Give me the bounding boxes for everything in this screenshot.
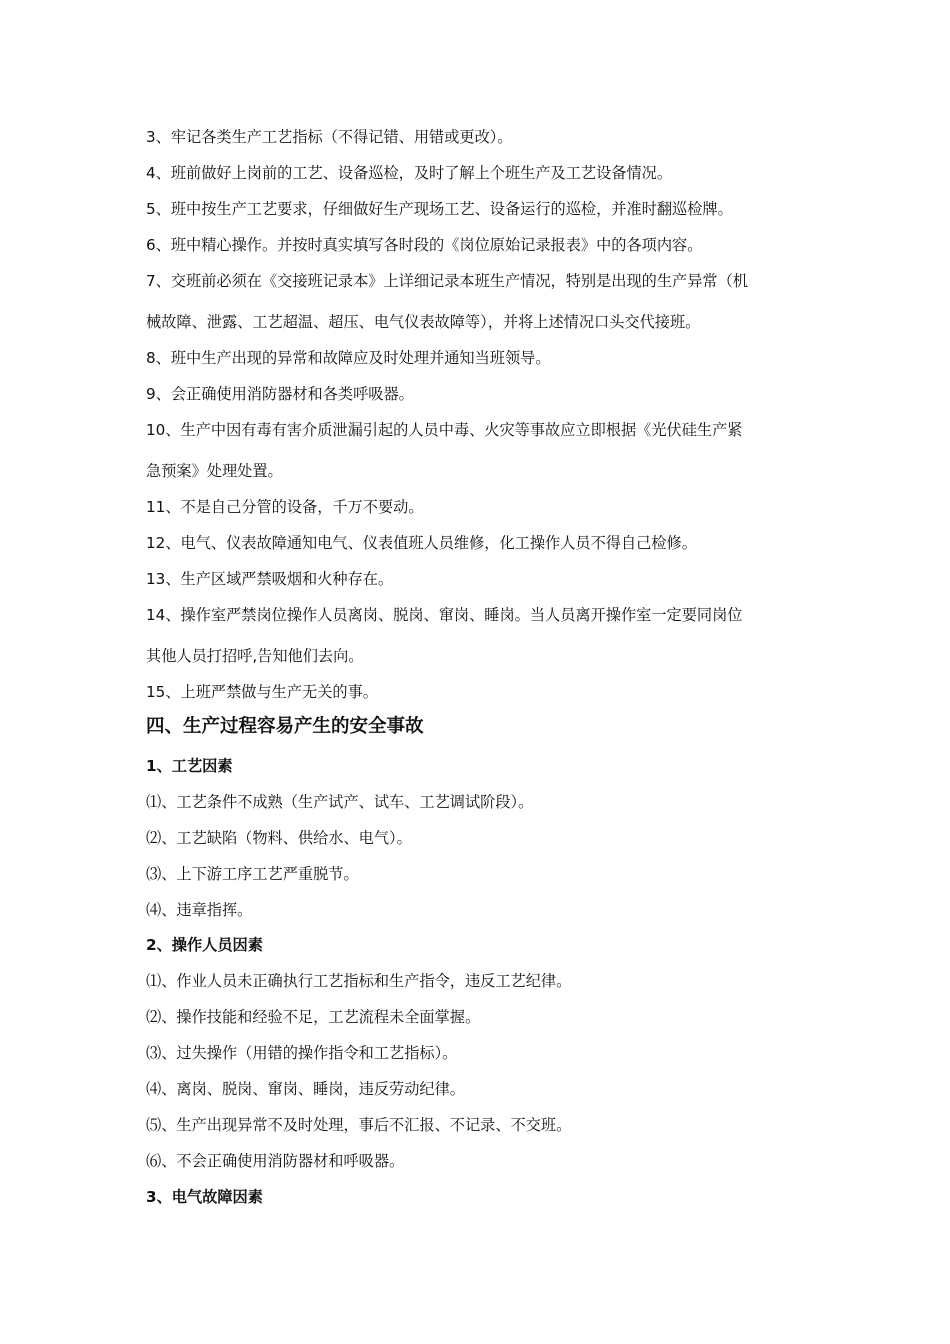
rule-13: 13、生产区域严禁吸烟和火种存在。 bbox=[146, 570, 394, 588]
process-factor-1: ⑴、工艺条件不成熟（生产试产、试车、工艺调试阶段）。 bbox=[146, 793, 534, 811]
rule-5: 5、班中按生产工艺要求，仔细做好生产现场工艺、设备运行的巡检，并准时翻巡检牌。 bbox=[146, 200, 733, 218]
rule-14-part1: 14、操作室严禁岗位操作人员离岗、脱岗、窜岗、睡岗。当人员离开操作室一定要同岗位 bbox=[146, 606, 743, 624]
rule-3: 3、牢记各类生产工艺指标（不得记错、用错或更改）。 bbox=[146, 128, 513, 146]
subsection-2-heading: 2、操作人员因素 bbox=[146, 936, 263, 954]
rule-7-part1: 7、交班前必须在《交接班记录本》上详细记录本班生产情况，特别是出现的生产异常（机 bbox=[146, 272, 748, 290]
rule-8: 8、班中生产出现的异常和故障应及时处理并通知当班领导。 bbox=[146, 349, 551, 367]
process-factor-2: ⑵、工艺缺陷（物料、供给水、电气）。 bbox=[146, 829, 412, 847]
section-4-heading: 四、生产过程容易产生的安全事故 bbox=[146, 716, 424, 737]
process-factor-3: ⑶、上下游工序工艺严重脱节。 bbox=[146, 865, 359, 883]
operator-factor-3: ⑶、过失操作（用错的操作指令和工艺指标）。 bbox=[146, 1044, 458, 1062]
rule-6: 6、班中精心操作。并按时真实填写各时段的《岗位原始记录报表》中的各项内容。 bbox=[146, 236, 703, 254]
rule-4: 4、班前做好上岗前的工艺、设备巡检，及时了解上个班生产及工艺设备情况。 bbox=[146, 164, 673, 182]
operator-factor-6: ⑹、不会正确使用消防器材和呼吸器。 bbox=[146, 1152, 405, 1170]
rule-12: 12、电气、仪表故障通知电气、仪表值班人员维修，化工操作人员不得自己检修。 bbox=[146, 534, 697, 552]
subsection-1-heading: 1、工艺因素 bbox=[146, 757, 233, 775]
operator-factor-5: ⑸、生产出现异常不及时处理，事后不汇报、不记录、不交班。 bbox=[146, 1116, 572, 1134]
rule-9: 9、会正确使用消防器材和各类呼吸器。 bbox=[146, 385, 414, 403]
rule-7-part2: 械故障、泄露、工艺超温、超压、电气仪表故障等），并将上述情况口头交代接班。 bbox=[146, 313, 701, 331]
rule-15: 15、上班严禁做与生产无关的事。 bbox=[146, 683, 378, 701]
rule-10-part2: 急预案》处理处置。 bbox=[146, 462, 283, 480]
subsection-3-heading: 3、电气故障因素 bbox=[146, 1188, 263, 1206]
operator-factor-1: ⑴、作业人员未正确执行工艺指标和生产指令，违反工艺纪律。 bbox=[146, 972, 572, 990]
operator-factor-4: ⑷、离岗、脱岗、窜岗、睡岗，违反劳动纪律。 bbox=[146, 1080, 465, 1098]
rule-14-part2: 其他人员打招呼,告知他们去向。 bbox=[146, 647, 364, 665]
rule-11: 11、不是自己分管的设备，千万不要动。 bbox=[146, 498, 424, 516]
process-factor-4: ⑷、违章指挥。 bbox=[146, 901, 253, 919]
rule-10-part1: 10、生产中因有毒有害介质泄漏引起的人员中毒、火灾等事故应立即根据《光伏硅生产紧 bbox=[146, 421, 743, 439]
operator-factor-2: ⑵、操作技能和经验不足，工艺流程未全面掌握。 bbox=[146, 1008, 481, 1026]
